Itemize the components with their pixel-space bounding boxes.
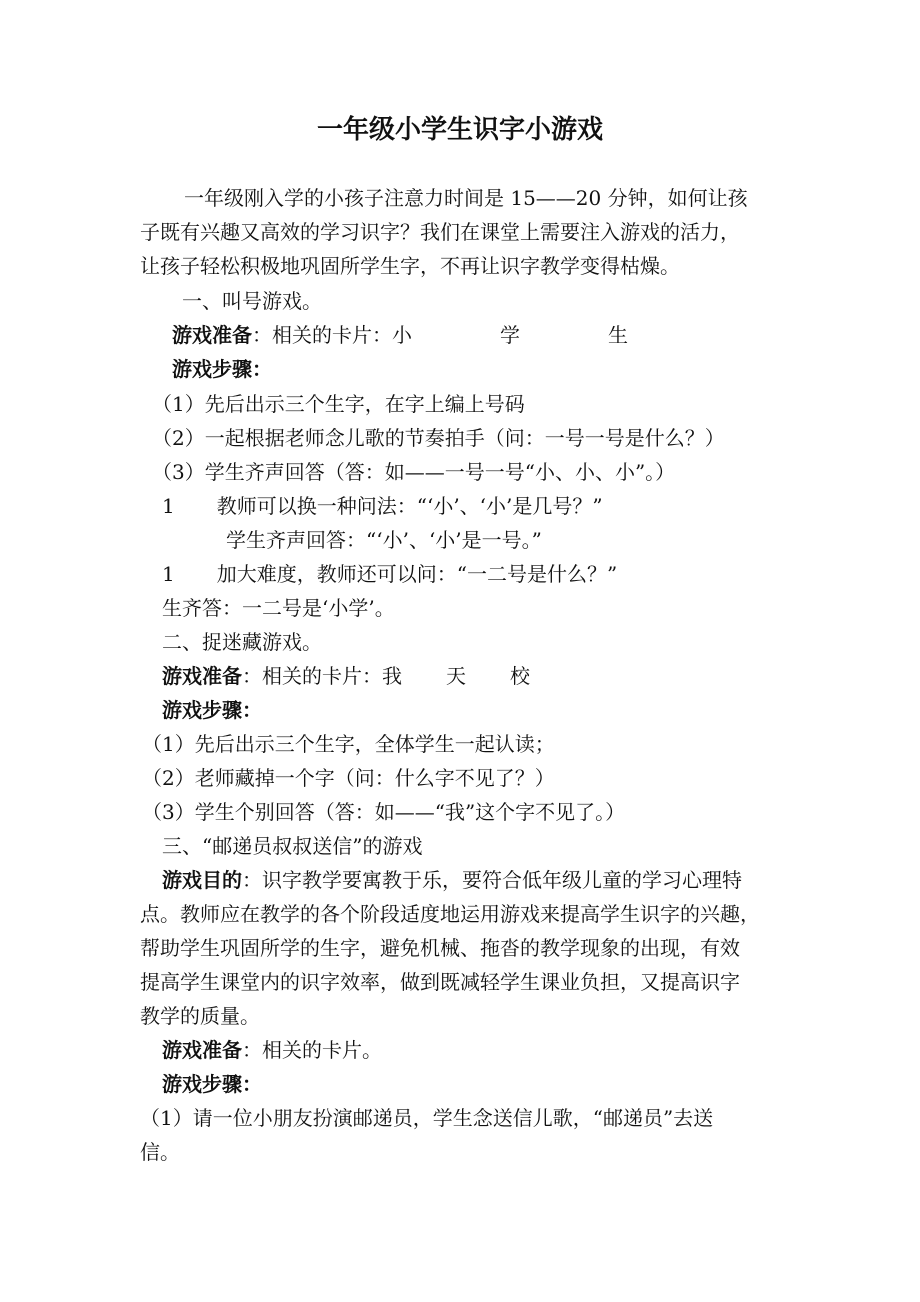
game2-prep — [162, 662, 530, 690]
game3-goal-line-3: 帮助学生巩固所学的生字，避免机械、拖沓的教学现象的出现，有效 — [140, 936, 740, 960]
game2-step-1: （1）先后出示三个生字，全体学生一起认读； — [142, 732, 555, 756]
intro-line-3: 让孩子轻松积极地巩固所学生字，不再让识字教学变得枯燥。 — [140, 254, 680, 278]
game1-note-2-number: 1 — [162, 562, 175, 586]
intro-line-1: 一年级刚入学的小孩子注意力时间是 15——20 分钟，如何让孩 — [184, 186, 748, 210]
game1-note-2 — [162, 560, 617, 588]
game2-step-2: （2）老师藏掉一个字（问：什么字不见了？） — [142, 766, 555, 790]
game1-prep-char-3: 生 — [608, 323, 628, 347]
game3-goal-line-1 — [162, 866, 742, 894]
game1-step-1: （1）先后出示三个生字，在字上编上号码 — [152, 392, 525, 416]
game3-goal-line-5: 教学的质量。 — [140, 1004, 260, 1028]
game1-heading: 一、叫号游戏。 — [182, 289, 322, 313]
game2-prep-char-3: 校 — [510, 664, 530, 688]
game3-goal-line-4: 提高学生课堂内的识字效率，做到既减轻学生课业负担，又提高识字 — [140, 970, 740, 994]
game1-note-1-reply: 学生齐声回答：“‘小’、‘小’是一号。” — [226, 528, 542, 552]
game3-step-1-line-2: 信。 — [140, 1140, 180, 1164]
game1-note-1 — [162, 492, 603, 520]
game1-note-2-text: 加大难度，教师还可以问：“一二号是什么？” — [216, 562, 618, 586]
game1-step-3: （3）学生齐声回答（答：如——一号一号“小、小、小”。） — [152, 460, 676, 484]
game1-prep — [172, 321, 628, 349]
game1-prep-label: 游戏准备 — [172, 323, 252, 347]
game1-steps-heading: 游戏步骤： — [172, 357, 272, 381]
game3-prep-text: ：相关的卡片。 — [242, 1038, 382, 1062]
game3-goal-text: ：识字教学要寓教于乐，要符合低年级儿童的学习心理特 — [242, 868, 742, 892]
game3-step-1-line-1: （1）请一位小朋友扮演邮递员，学生念送信儿歌，“邮递员”去送 — [140, 1106, 714, 1130]
game1-steps-label: 游戏步骤 — [172, 357, 252, 381]
game3-heading: 三、“邮递员叔叔送信”的游戏 — [162, 834, 423, 858]
game2-prep-char-2: 天 — [446, 664, 466, 688]
game1-prep-char-2: 学 — [500, 323, 520, 347]
game1-prep-text: ：相关的卡片：小 — [252, 323, 412, 347]
game3-prep-label: 游戏准备 — [162, 1038, 242, 1062]
game3-goal-label: 游戏目的 — [162, 868, 242, 892]
game3-goal-line-2: 点。教师应在教学的各个阶段适度地运用游戏来提高学生识字的兴趣， — [140, 902, 760, 926]
document-title: 一年级小学生识字小游戏 — [316, 115, 603, 145]
game2-steps-label: 游戏步骤 — [162, 698, 242, 722]
game2-steps-heading: 游戏步骤： — [162, 698, 262, 722]
game1-note-1-text: 教师可以换一种问法：“‘小’、‘小’是几号？” — [216, 494, 603, 518]
game2-prep-text: ：相关的卡片：我 — [242, 664, 402, 688]
game2-prep-label: 游戏准备 — [162, 664, 242, 688]
game3-prep — [162, 1036, 382, 1064]
game2-heading: 二、捉迷藏游戏。 — [162, 630, 322, 654]
intro-line-2: 子既有兴趣又高效的学习识字？我们在课堂上需要注入游戏的活力， — [140, 220, 740, 244]
game1-note-2-reply: 生齐答：一二号是‘小学’。 — [162, 596, 395, 620]
game1-note-1-number: 1 — [162, 494, 175, 518]
game2-step-3: （3）学生个别回答（答：如——“我”这个字不见了。） — [142, 800, 626, 824]
game1-step-2: （2）一起根据老师念儿歌的节奏拍手（问：一号一号是什么？） — [152, 426, 725, 450]
game3-steps-label: 游戏步骤 — [162, 1072, 242, 1096]
game3-steps-heading: 游戏步骤： — [162, 1072, 262, 1096]
